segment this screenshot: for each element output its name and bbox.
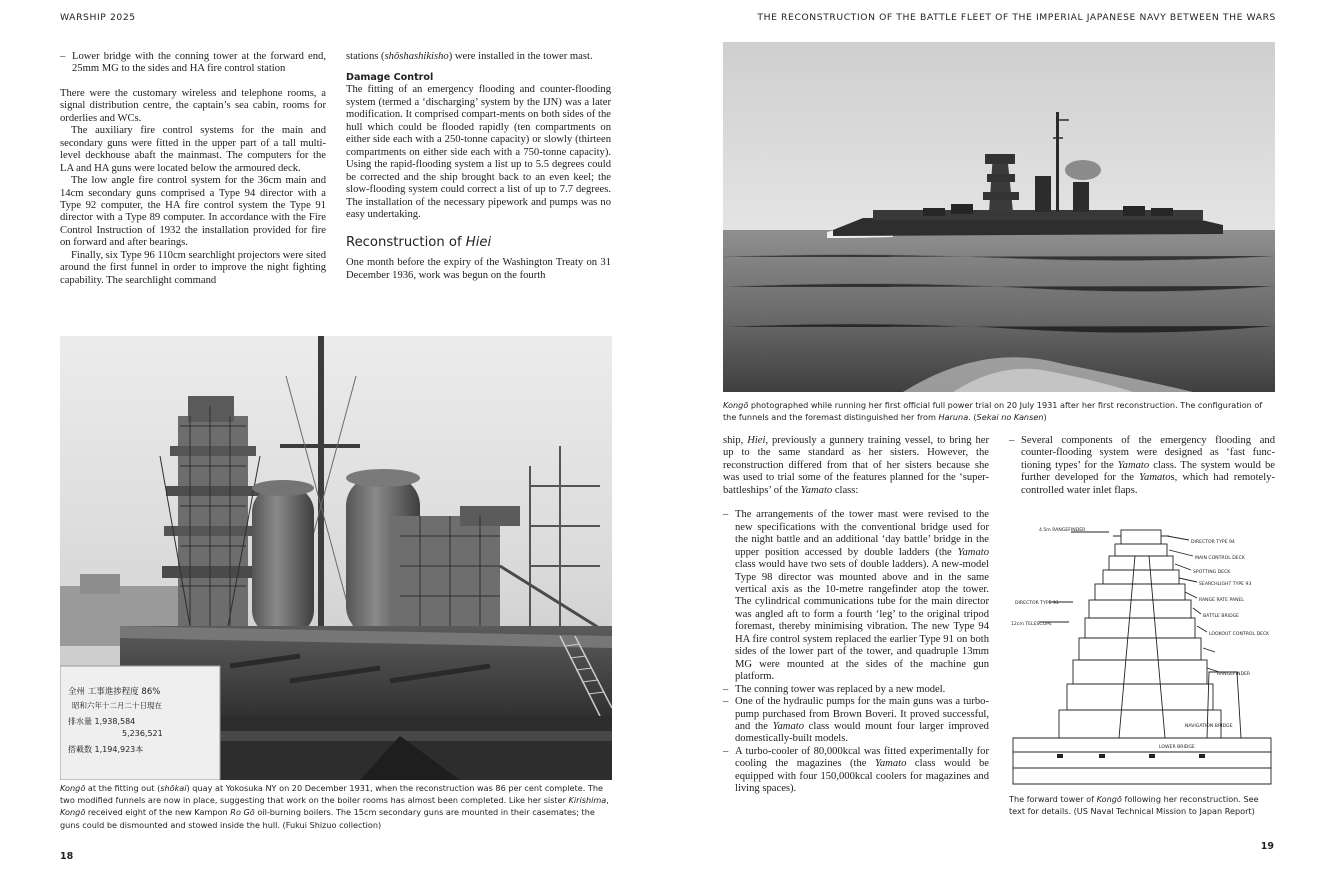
bullet-list — [1009, 435, 1275, 497]
drawing-label: RANGE RATE PANEL — [1199, 598, 1244, 603]
body-paragraph: ship, Hiei, previously a gunnery training vessel, to bring her up to the same standard as her sisters. However, the reconstruction differed from that of her sisters because she was used to trial some of the features planned for the ‘super-battleships’ of the Yamato class: — [723, 435, 989, 496]
drawing-label: BATTLE BRIDGE — [1203, 614, 1240, 619]
caption-drawing-kongo-tower: The forward tower of Kongō following her reconstruction. See text for details. (US Naval Technical Mission to Japan Report) — [1009, 794, 1259, 817]
body-paragraph: One month before the expiry of the Washington Treaty on 31 December 1936, work was begun on the fourth — [346, 257, 611, 281]
drawing-kongo-forward-tower — [1009, 522, 1275, 788]
photo-annotation: 排水量 1,938,584 — [68, 717, 136, 726]
caption-photo-kongo-fitting-out: Kongō at the fitting out (shōkai) quay at Yokosuka NY on 20 December 1931, when the reconstruction was 86 per cent complete. The two modified funnels are now in place, suggesting that work on the boiler rooms has almost been completed. Like her sister Kirishima, Kongō received eight of the new Kampon Ro Gō oil-burning boilers. The 15cm secondary guns are mounted in their casemates; the guns could be dismounted and stowed inside the hull. (Fukui Shizuo collection) — [60, 783, 609, 830]
drawing-label: 4.5m RANGEFINDER — [1039, 528, 1086, 533]
drawing-label: LOOKOUT CONTROL DECK — [1209, 632, 1270, 637]
page-number-right: 19 — [1260, 841, 1274, 852]
running-head-left: WARSHIP 2025 — [60, 12, 136, 23]
list-item: – The arrangements of the tower mast were revised to the new specifications with the conventional bridge used for the night battle and an additional ‘day battle’ bridge in the upper position accessed by double ladders (the Yamato class would have two sets of double ladders). A new-model Type 98 director was mounted above and in the same vertical axis as the 10-metre rangefinder atop the tower. The cylindrical communications tube for the main director was angled aft to form a fourth ‘leg’ to the original tripod foremast, thereby minimising vibration. The new Type 94 HA fire control system replaced the earlier Type 91 on both sides of the lower part of the tower, and quadruple 13mm MG were mounted at the sides of the machine gun platform. — [723, 509, 989, 683]
drawing-label: MAIN CONTROL DECK — [1195, 556, 1245, 561]
list-item: – A turbo-cooler of 80,000kcal was fitted experimentally for cooling the magazines (the Yamato class would be equipped with four 150,000kcal coolers for magazines and living spaces). — [723, 746, 989, 796]
section-heading: Reconstruction of Hiei — [346, 235, 492, 251]
list-item: – The conning tower was replaced by a new model. — [723, 684, 989, 696]
bullet-list — [60, 51, 326, 76]
photo-credit: (Fukui Shizuo collection) — [282, 819, 382, 830]
running-head-right: THE RECONSTRUCTION OF THE BATTLE FLEET OF THE IMPERIAL JAPANESE NAVY BETWEEN THE WARS — [757, 12, 1276, 23]
drawing-label: DIRECTOR TYPE 94 — [1191, 540, 1235, 545]
text-column-2 — [346, 51, 611, 282]
list-item: – Several components of the emergency flooding and counter-flooding system were designed as ‘fast func-tioning types’ for the Yamato class. The system would be further developed for the Yamatos, which had remotely-controlled water inlet flaps. — [1009, 435, 1275, 497]
drawing-label: RANGEFINDER — [1217, 672, 1251, 677]
drawing-label: DIRECTOR TYPE 91 — [1015, 601, 1059, 606]
caption-photo-kongo-at-sea: Kongō photographed while running her first official full power trial on 20 July 1931 after her first reconstruction. The configuration of the funnels and the foremast distinguished her from Haruna. (Sekai no Kansen) — [723, 400, 1263, 423]
subheading-damage-control: Damage Control — [346, 72, 434, 84]
photo-annotation: 搭載数 1,194,923本 — [68, 745, 144, 754]
text-column-3 — [723, 435, 989, 796]
photo-annotation: 全州 工事進捗程度 86% — [68, 687, 161, 697]
list-item: – Lower bridge with the conning tower at the forward end, 25mm MG to the sides and HA fire control station — [60, 51, 326, 76]
bullet-list — [723, 509, 989, 795]
photo-kongo-at-sea — [723, 42, 1275, 392]
drawing-label: SEARCHLIGHT TYPE 93 — [1199, 582, 1252, 587]
body-paragraph: There were the customary wireless and telephone rooms, a signal distribution centre, the captain’s sea cabin, rooms for orderlies and WCs. — [60, 87, 326, 124]
photo-annotation: 5,236,521 — [122, 729, 163, 738]
photo-kongo-fitting-out — [60, 336, 612, 780]
drawing-label: LOWER BRIDGE — [1159, 745, 1195, 750]
photo-annotation: 昭和六年十二月二十日現在 — [72, 701, 162, 710]
body-paragraph: The low angle fire control system for the 36cm main and 14cm secondary guns comprised a Type 94 director with a Type 92 computer, the HA fire control system the Type 91 director with a Type 89 computer. In accordance with the Fire Control Instruction of 1932 the installation provided for fire on forward and after bearings. — [60, 175, 326, 249]
photo-credit: (US Naval Technical Mission to Japan Report) — [1073, 806, 1255, 817]
drawing-label: SPOTTING DECK — [1193, 570, 1231, 575]
body-paragraph: Finally, six Type 96 110cm searchlight projectors were sited around the first funnel in order to improve the night fighting capability. The searchlight command — [60, 249, 326, 286]
drawing-label: 12cm TELESCOPE — [1011, 622, 1052, 627]
body-paragraph: The fitting of an emergency flooding and counter-flooding system (termed a ‘discharging’ system by the IJN) was a later modification. It comprised compart-ments on both sides of the hull which could be flooded rapidly (ten compartments on either side each with a 250-tonne capacity) or slowly (thirteen compartments on either side each with a 750-tonne capacity). Using the rapid-flooding system a list up to 5.5 degrees could be corrected and the ship brought back to an even keel; the slow-flooding system could correct a list of up to 7.7 degrees. The installation of the necessary pipework and pumps was no easy undertaking. — [346, 84, 611, 220]
text-column-1 — [60, 51, 326, 287]
list-item: – One of the hydraulic pumps for the main guns was a turbo-pump purchased from Brown Boveri. It proved successful, and the Yamato class would mount four larger improved domestically-built models. — [723, 696, 989, 746]
text-column-4 — [1009, 435, 1275, 497]
body-paragraph: stations (shōshashikisho) were installed in the tower mast. — [346, 51, 593, 62]
page-number-left: 18 — [60, 851, 74, 862]
drawing-label: NAVIGATION BRIDGE — [1185, 724, 1233, 729]
body-paragraph: The auxiliary fire control systems for the main and secondary guns were fitted in the upper part of a tall multi-level deckhouse abaft the mainmast. The computers for the LA and HA guns were located below the armoured deck. — [60, 125, 326, 174]
